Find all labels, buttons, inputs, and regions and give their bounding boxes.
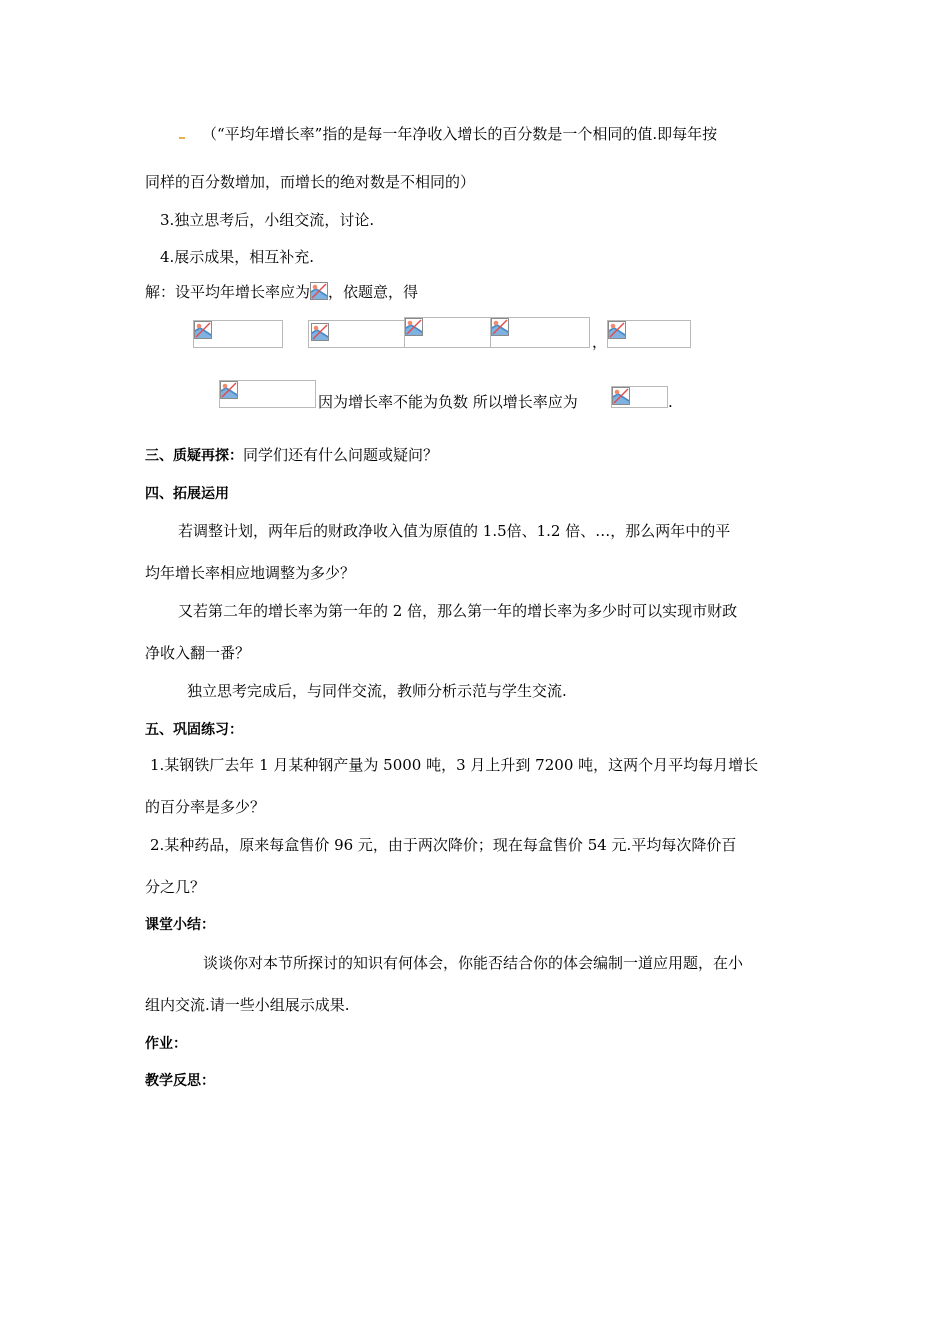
paragraph-line: 净收入翻一番？ [145, 644, 251, 662]
equation-image [490, 317, 590, 348]
paragraph-line: 又若第二年的增长率为第一年的 2 倍，那么第一年的增长率为多少时可以实现市财政 [178, 602, 738, 620]
broken-image-icon [310, 282, 328, 300]
section-heading: 三、质疑再探： [145, 448, 243, 464]
summary-line: 组内交流.请一些小组展示成果. [145, 996, 350, 1014]
step-4: 4.展示成果，相互补充. [160, 248, 315, 266]
exercise-1: 1.某钢铁厂去年 1 月某种钢产量为 5000 吨，3 月上升到 7200 吨，这两个月平均每月增长 [150, 756, 759, 774]
homework-heading: 作业： [145, 1036, 187, 1052]
comma: ， [592, 333, 608, 351]
section-heading: 五、巩固练习： [145, 722, 243, 738]
step-3: 3.独立思考后，小组交流，讨论. [160, 211, 375, 229]
broken-image-icon [491, 318, 509, 336]
text-marker [179, 137, 185, 139]
text-line: （“平均年增长率”指的是每一年净收入增长的百分数是一个相同的值.即每年按 [178, 124, 717, 144]
broken-image-icon [612, 387, 630, 405]
exercise-1-cont: 的百分率是多少？ [145, 798, 266, 816]
reflection-heading: 教学反思： [145, 1073, 215, 1089]
broken-image-icon [405, 318, 423, 336]
broken-image-icon [220, 381, 238, 399]
conclusion-line: 因为增长率不能为负数 所以增长率应为 [318, 393, 578, 411]
equation-image [193, 320, 283, 348]
equation-image [607, 320, 691, 348]
broken-image-icon [194, 321, 212, 339]
equation-image [308, 320, 405, 348]
paragraph-line: 若调整计划，两年后的财政净收入值为原值的 1.5倍、1.2 倍、…，那么两年中的平 [178, 522, 731, 540]
broken-image-icon [311, 323, 329, 341]
paragraph-line: 均年增长率相应地调整为多少？ [145, 564, 356, 582]
exercise-2: 2.某种药品，原来每盒售价 96 元，由于两次降价；现在每盒售价 54 元.平均每次降价百 [150, 836, 737, 854]
broken-image-icon [608, 321, 626, 339]
solution-line: 解：设平均年增长率应为 ，依题意，得 [145, 283, 419, 301]
period: . [668, 393, 673, 411]
equation-image [219, 380, 316, 408]
section-heading: 课堂小结： [145, 917, 215, 933]
equation-image [404, 317, 492, 348]
answer-image [611, 386, 668, 408]
text-line: 同样的百分数增加，而增长的绝对数是不相同的） [145, 173, 476, 191]
exercise-2-cont: 分之几？ [145, 878, 206, 896]
summary-line: 谈谈你对本节所探讨的知识有何体会，你能否结合你的体会编制一道应用题，在小 [203, 954, 744, 972]
section-three: 三、质疑再探：同学们还有什么问题或疑问？ [145, 446, 439, 464]
section-heading: 四、拓展运用 [145, 486, 229, 502]
paragraph-line: 独立思考完成后，与同伴交流，教师分析示范与学生交流. [187, 682, 567, 700]
